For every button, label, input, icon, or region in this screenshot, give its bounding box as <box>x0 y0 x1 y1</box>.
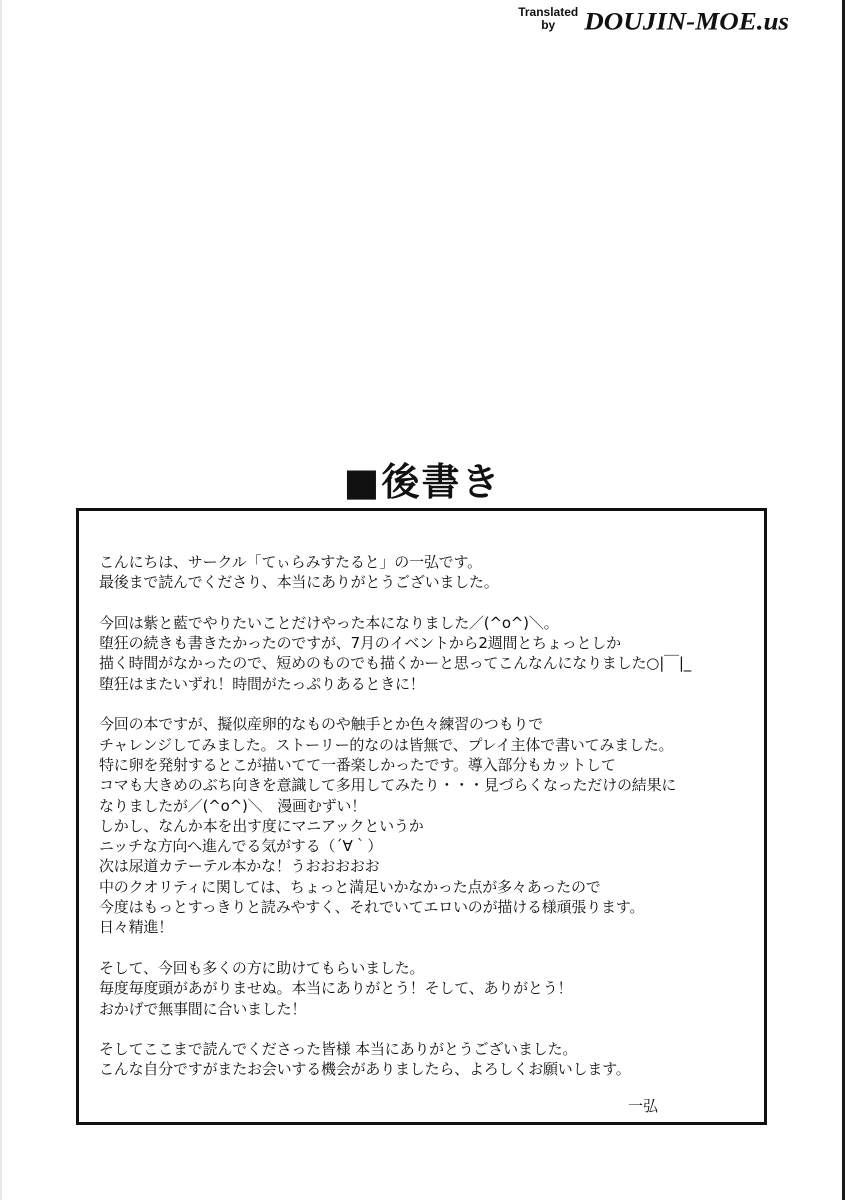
credit-by: by <box>541 18 556 32</box>
text-line: 最後まで読んでくださり、本当にありがとうございました。 <box>99 573 499 592</box>
translation-credit <box>518 4 789 38</box>
text-line: コマも大きめのぶち向きを意識して多用してみたり・・・見づらくなっただけの結果に <box>99 776 677 795</box>
text-line: 次は尿道カテーテル本かな！うおおおおお <box>99 857 380 876</box>
text-line: こんにちは、サークル「てぃらみすたると」の一弘です。 <box>99 553 482 571</box>
credit-logo: DOUJIN-MOE.us <box>584 6 789 36</box>
paragraph-gap <box>99 593 759 613</box>
text-line: ニッチな方向へ進んでる気がする（´∀｀） <box>99 837 383 856</box>
text-line: こんな自分ですがまたお会いする機会がありましたら、よろしくお願いします。 <box>99 1060 631 1079</box>
afterword-body <box>99 552 759 1080</box>
paragraph-gap <box>99 938 759 958</box>
text-line: 堕狂の続きも書きたかったのですが、7月のイベントから2週間とちょっとしか <box>99 634 621 653</box>
text-line: 今度はもっとすっきりと読みやすく、それでいてエロいのが描ける様頑張ります。 <box>99 898 645 917</box>
paragraph-gap <box>99 694 759 714</box>
text-line: そしてここまで読んでくださった皆様 本当にありがとうございました。 <box>99 1040 578 1059</box>
afterword-heading: ■後書き <box>343 460 502 504</box>
text-line: 日々精進！ <box>99 918 174 937</box>
text-line: 描く時間がなかったので、短めのものでも描くかーと思ってこんなんになりました○|￣|_ <box>99 654 691 673</box>
text-line: 今回の本ですが、擬似産卵的なものや触手とか色々練習のつもりで <box>99 715 544 734</box>
text-line: そして、今回も多くの方に助けてもらいました。 <box>99 958 425 977</box>
text-line: おかげで無事間に合いました！ <box>99 999 307 1018</box>
text-line: チャレンジしてみました。ストーリー的なのは皆無で、プレイ主体で書いてみました。 <box>99 735 674 754</box>
credit-translated: Translated <box>518 5 579 19</box>
author-signature: 一弘 <box>628 1097 659 1115</box>
credit-caption <box>518 6 578 32</box>
text-line: 堕狂はまたいずれ！時間がたっぷりあるときに！ <box>99 674 425 693</box>
text-line: なりましたが／(^o^)＼ 漫画むずい！ <box>99 796 367 815</box>
page-edge-left <box>0 0 2 1200</box>
paragraph-gap <box>99 1019 759 1039</box>
text-line: しかし、なんか本を出す度にマニアックというか <box>99 816 424 835</box>
text-line: 毎度毎度頭があがりませぬ。本当にありがとう！そして、ありがとう！ <box>99 979 573 998</box>
text-line: 中のクオリティに関しては、ちょっと満足いかなかった点が多々あったので <box>99 877 601 896</box>
text-line: 特に卵を発射するとこが描いてて一番楽しかったです。導入部分もカットして <box>99 755 616 774</box>
text-line: 今回は紫と藍でやりたいことだけやった本になりました／(^o^)＼。 <box>99 613 559 632</box>
